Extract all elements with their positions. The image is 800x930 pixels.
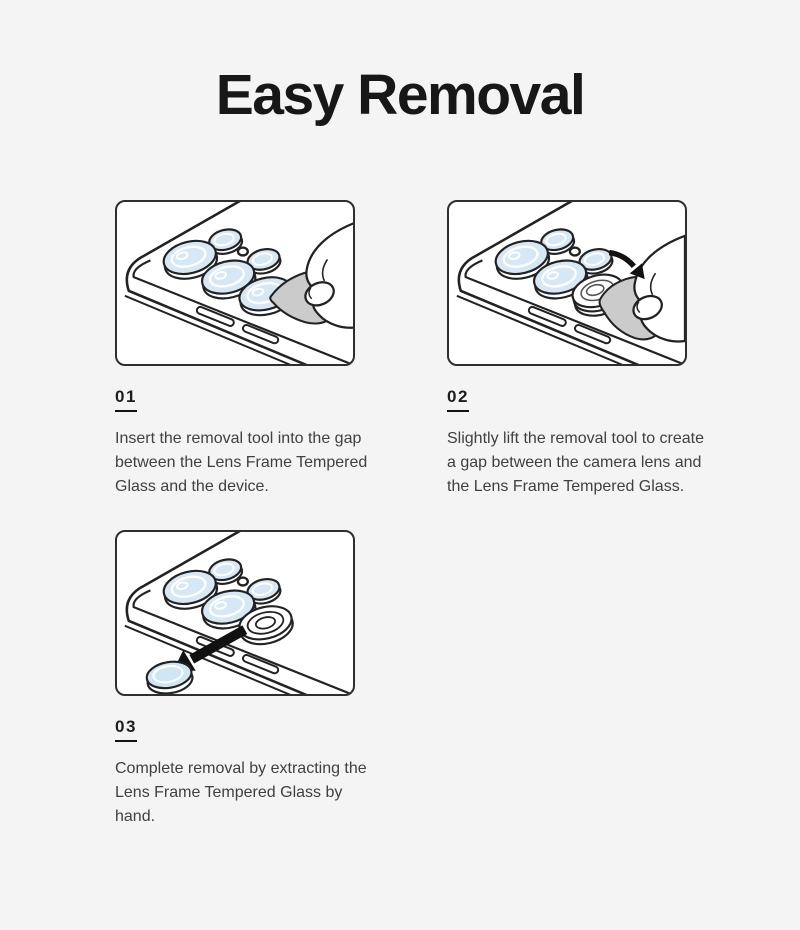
step-description: Slightly lift the removal tool to create a gap between the camera lens and the Lens Frame Tempered Glass. (447, 430, 705, 495)
step-3 (115, 530, 375, 829)
step-description: Complete removal by extracting the Lens Frame Tempered Glass by hand. (115, 760, 367, 825)
step-number: 01 (115, 387, 137, 412)
step-1-illustration-panel (115, 200, 355, 366)
page-title: Easy Removal (215, 63, 585, 127)
step-3-illustration-panel (115, 530, 355, 696)
step-2 (447, 200, 707, 499)
step-description: Insert the removal tool into the gap between the Lens Frame Tempered Glass and the device. (115, 430, 368, 495)
step-2-illustration-panel (447, 200, 687, 366)
extract-glass-illustration (117, 532, 353, 694)
lift-removal-tool-illustration (449, 202, 685, 364)
step-1 (115, 200, 375, 499)
insert-removal-tool-illustration (117, 202, 353, 364)
step-number: 02 (447, 387, 469, 412)
step-number: 03 (115, 717, 137, 742)
